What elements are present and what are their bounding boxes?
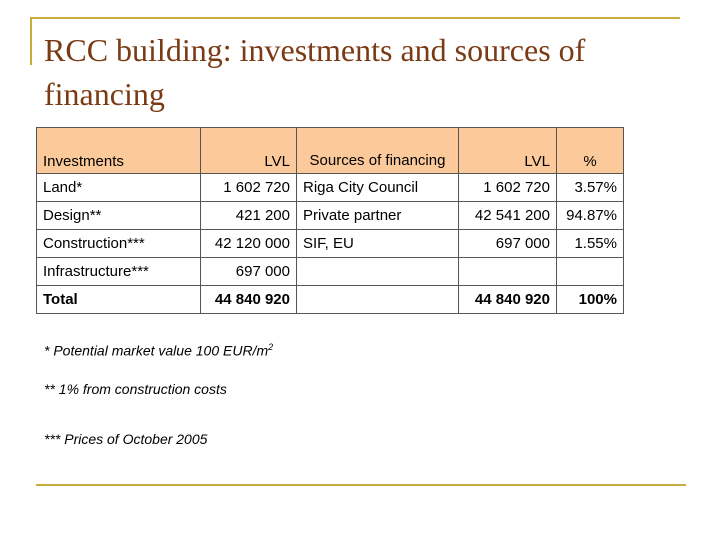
- top-rule: [30, 17, 680, 19]
- investment-lvl-cell: 421 200: [201, 202, 297, 230]
- header-lvl: LVL: [459, 128, 557, 174]
- source-lvl-cell: [459, 258, 557, 286]
- investment-cell: Construction***: [37, 230, 201, 258]
- investment-lvl-cell: 1 602 720: [201, 174, 297, 202]
- percent-cell: 3.57%: [557, 174, 624, 202]
- slide-title: RCC building: investments and sources of financing: [44, 32, 586, 112]
- financing-table: [36, 127, 624, 314]
- header-percent: %: [557, 128, 624, 174]
- footnote-1-text: * Potential market value 100 EUR/m: [44, 342, 269, 359]
- table-row: [37, 174, 624, 202]
- source-lvl-cell: 697 000: [459, 230, 557, 258]
- header-row: [37, 128, 624, 174]
- footnote-1-superscript: 2: [268, 342, 274, 352]
- source-cell: [297, 258, 459, 286]
- footnote-3: *** Prices of October 2005: [44, 431, 208, 447]
- source-cell: Riga City Council: [297, 174, 459, 202]
- source-cell: SIF, EU: [297, 230, 459, 258]
- investment-lvl-cell: 42 120 000: [201, 230, 297, 258]
- total-source-empty: [297, 286, 459, 314]
- source-lvl-cell: 42 541 200: [459, 202, 557, 230]
- total-source-lvl: 44 840 920: [459, 286, 557, 314]
- source-lvl-cell: 1 602 720: [459, 174, 557, 202]
- footnote-2: ** 1% from construction costs: [44, 381, 227, 397]
- header-investments: Investments: [37, 128, 201, 174]
- header-lvl: LVL: [201, 128, 297, 174]
- percent-cell: [557, 258, 624, 286]
- investment-cell: Design**: [37, 202, 201, 230]
- table-row: [37, 230, 624, 258]
- header-sources: Sources of financing: [297, 128, 459, 174]
- investment-lvl-cell: 697 000: [201, 258, 297, 286]
- left-rule: [30, 17, 32, 65]
- total-row: [37, 286, 624, 314]
- investment-cell: Infrastructure***: [37, 258, 201, 286]
- percent-cell: 94.87%: [557, 202, 624, 230]
- source-cell: Private partner: [297, 202, 459, 230]
- footnote-1: [44, 342, 273, 359]
- bottom-rule: [36, 484, 686, 486]
- table-row: [37, 258, 624, 286]
- table-row: [37, 202, 624, 230]
- total-label: Total: [37, 286, 201, 314]
- investment-cell: Land*: [37, 174, 201, 202]
- total-percent: 100%: [557, 286, 624, 314]
- total-investment-lvl: 44 840 920: [201, 286, 297, 314]
- percent-cell: 1.55%: [557, 230, 624, 258]
